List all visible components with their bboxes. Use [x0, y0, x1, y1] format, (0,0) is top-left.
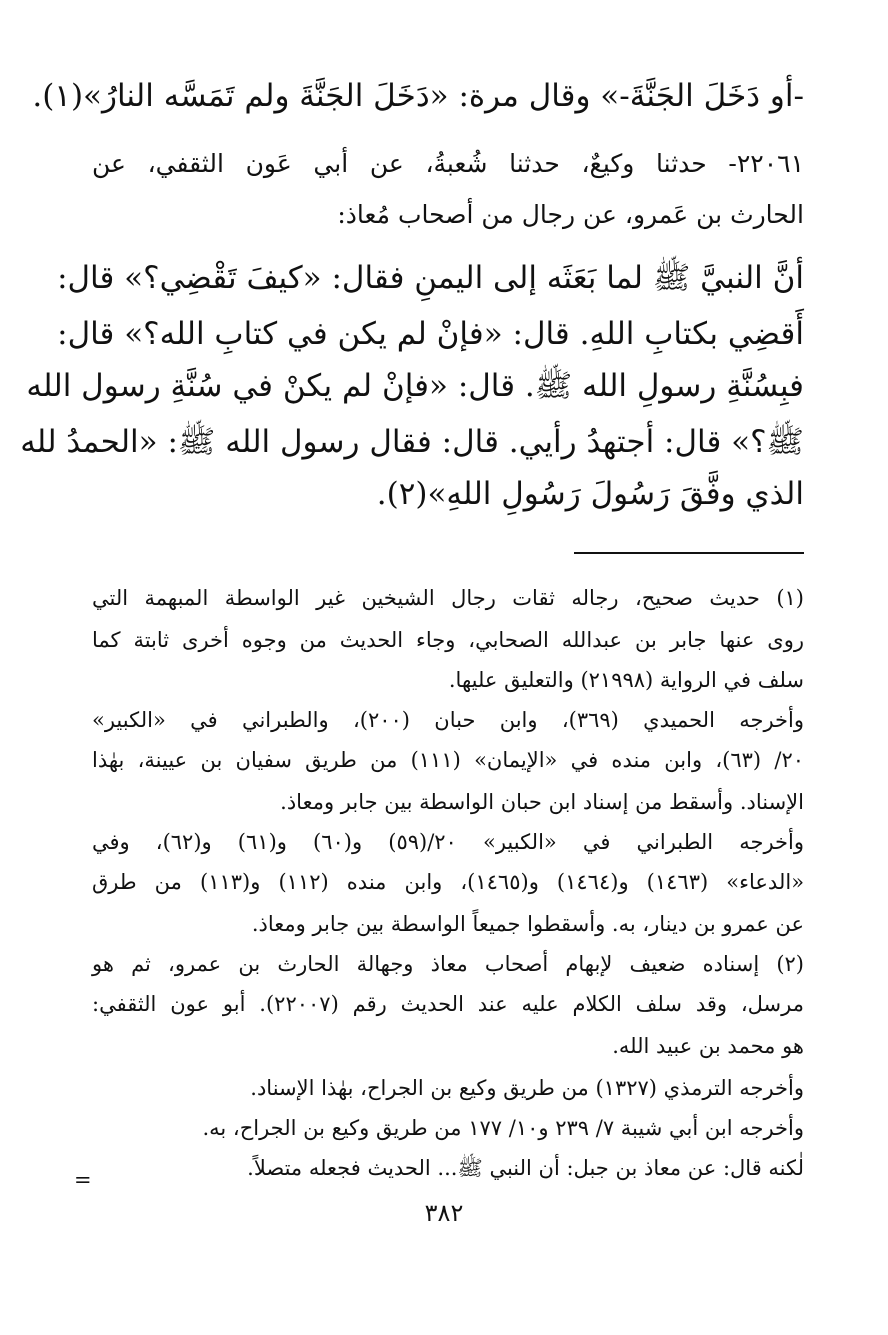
footnote-line: الإسناد. وأسقط من إسناد ابن حبان الواسطة بين جابر ومعاذ. [280, 790, 804, 814]
footnote-line: وأخرجه الطبراني في «الكبير» ٢٠/(٥٩) و(٦٠) و(٦١) و(٦٢)، وفي [92, 830, 805, 854]
footnote-line: هو محمد بن عبيد الله. [612, 1034, 804, 1058]
main-text-line: -أو دَخَلَ الجَنَّةَ-» وقال مرة: «دَخَلَ الجَنَّةَ ولم تَمَسَّه النارُ»(١). [32, 78, 804, 114]
footnote-line: سلف في الرواية (٢١٩٩٨) والتعليق عليها. [448, 668, 804, 692]
footnote-separator [574, 552, 804, 554]
main-text-line: أنَّ النبيَّ ﷺ لما بَعَثَه إلى اليمنِ فقال: «كيفَ تَقْضِي؟» قال: [57, 260, 804, 296]
footnote-line: (٢) إسناده ضعيف لإبهام أصحاب معاذ وجهالة الحارث بن عمرو، ثم هو [92, 952, 804, 976]
footnote-line: (١) حديث صحيح، رجاله ثقات رجال الشيخين غير الواسطة المبهمة التي [92, 586, 804, 610]
hadith-chain-line: الحارث بن عَمرو، عن رجال من أصحاب مُعاذ: [337, 200, 804, 229]
footnote-line: «الدعاء» (١٤٦٣) و(١٤٦٤) و(١٤٦٥)، وابن منده (١١٢) و(١١٣) من طرق [92, 870, 805, 894]
footnote-line: وأخرجه الحميدي (٣٦٩)، وابن حبان (٢٠٠)، والطبراني في «الكبير» [92, 708, 804, 732]
main-text-line: الذي وفَّقَ رَسُولَ رَسُولِ اللهِ»(٢). [376, 476, 804, 512]
continuation-mark: = [74, 1168, 92, 1192]
page-number: ٣٨٢ [424, 1199, 464, 1227]
main-text-line: أَقضِي بكتابِ اللهِ. قال: «فإنْ لم يكن في كتابِ الله؟» قال: [57, 316, 804, 352]
footnote-line: وأخرجه ابن أبي شيبة ٧/ ٢٣٩ و١٠/ ١٧٧ من طريق وكيع بن الجراح، به. [202, 1116, 804, 1140]
footnote-line: ٢٠/ (٦٣)، وابن منده في «الإيمان» (١١١) من طريق سفيان بن عيينة، بهٰذا [92, 748, 804, 772]
footnote-line: روى عنها جابر بن عبدالله الصحابي، وجاء الحديث من وجوه أخرى ثابتة كما [92, 628, 804, 652]
main-text-line: ﷺ؟» قال: أجتهدُ رأيي. قال: فقال رسول الله ﷺ: «الحمدُ لله [20, 424, 804, 460]
footnote-line: مرسل، وقد سلف الكلام عليه عند الحديث رقم (٢٢٠٠٧). أبو عون الثقفي: [92, 992, 804, 1016]
main-text-line: فبِسُنَّةِ رسولِ الله ﷺ. قال: «فإنْ لم يكنْ في سُنَّةِ رسول الله [26, 368, 804, 404]
footnote-line: وأخرجه الترمذي (١٣٢٧) من طريق وكيع بن الجراح، بهٰذا الإسناد. [250, 1076, 804, 1100]
footnote-line: عن عمرو بن دينار، به. وأسقطوا جميعاً الواسطة بين جابر ومعاذ. [251, 912, 804, 936]
footnote-line: لٰكنه قال: عن معاذ بن جبل: أن النبي ﷺ... الحديث فجعله متصلاً. [247, 1156, 804, 1180]
hadith-chain-line: ٢٢٠٦١- حدثنا وكيعٌ، حدثنا شُعبةُ، عن أبي عَون الثقفي، عن [92, 149, 804, 178]
